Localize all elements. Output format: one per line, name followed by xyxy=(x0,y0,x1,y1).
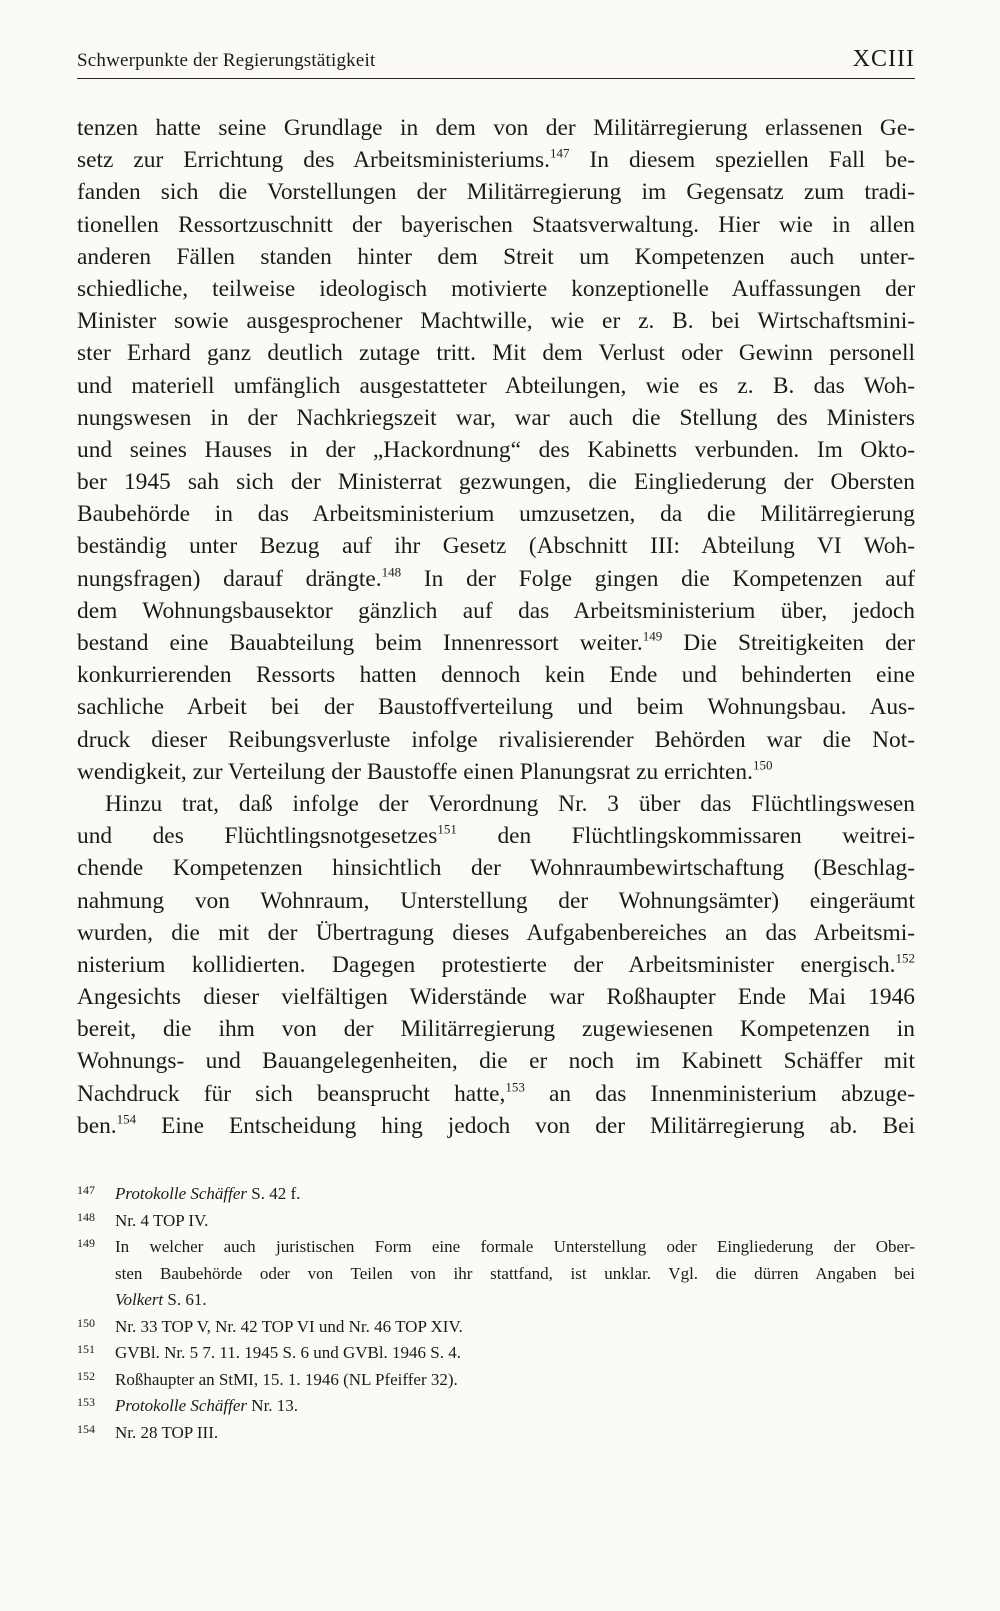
text-segment: nahmung von Wohnraum, Unterstellung der Wohnungsämter) eingeräumt xyxy=(77,887,915,914)
footnote-number: 150 xyxy=(77,1315,95,1330)
text-segment: Eine Entscheidung hing jedoch von der Militärregierung ab. Bei xyxy=(136,1112,915,1139)
text-segment: und materiell umfänglich ausgestatteter Abteilungen, wie es z. B. das Woh- xyxy=(77,372,915,399)
footnote-number: 153 xyxy=(77,1395,95,1409)
footnote-number: 148 xyxy=(77,1209,95,1224)
footnotes xyxy=(77,1181,915,1446)
text-segment: Nachdruck für sich beansprucht hatte, xyxy=(77,1080,506,1107)
footnote-line xyxy=(115,1208,915,1235)
text-line xyxy=(77,498,915,530)
footnote-ref: 154 xyxy=(116,1111,137,1127)
running-title: Schwerpunkte der Regierungstätigkeit xyxy=(77,50,376,71)
text-line xyxy=(77,434,915,466)
text-line xyxy=(77,176,915,208)
footnote xyxy=(77,1181,915,1208)
text-line xyxy=(77,466,915,498)
text-line xyxy=(77,305,915,337)
text-line xyxy=(77,337,915,369)
text-segment: Die Streitigkeiten der xyxy=(662,630,915,656)
footnote-line xyxy=(115,1261,915,1288)
footnote-text: Nr. 13. xyxy=(247,1396,299,1415)
text-segment: Angesichts dieser vielfältigen Widerstände war Roßhaupter Ende Mai 1946 xyxy=(77,984,915,1011)
text-segment: ber 1945 sah sich der Ministerrat gezwungen, die Eingliederung der Obersten xyxy=(77,469,915,496)
text-line xyxy=(77,627,915,659)
footnote-text: Nr. 28 TOP III. xyxy=(115,1422,219,1442)
footnote-number: 154 xyxy=(77,1421,95,1436)
text-line xyxy=(77,820,915,852)
footnote-line xyxy=(115,1314,915,1341)
text-segment: ster Erhard ganz deutlich zutage tritt. Mit dem Verlust oder Gewinn personell xyxy=(77,340,915,367)
text-line xyxy=(77,949,915,981)
text-segment: nisterium kollidierten. Dagegen protestierte der Arbeitsminister energisch. xyxy=(77,951,896,978)
footnote-number: 151 xyxy=(77,1342,95,1356)
footnote xyxy=(77,1234,915,1314)
text-line xyxy=(77,1013,915,1045)
text-line xyxy=(77,885,915,917)
text-segment: tenzen hatte seine Grundlage in dem von der Militärregierung erlassenen Ge- xyxy=(77,115,915,141)
footnote xyxy=(77,1314,915,1341)
text-line xyxy=(77,1110,915,1142)
main-text xyxy=(77,112,915,1142)
footnote-line xyxy=(115,1393,915,1420)
text-line xyxy=(77,1045,915,1077)
text-segment: bestand eine Bauabteilung beim Innenressort weiter. xyxy=(77,630,643,656)
text-segment: Wohnungs- und Bauangelegenheiten, die er noch im Kabinett Schäffer mit xyxy=(77,1048,915,1075)
footnote-text: GVBl. Nr. 5 7. 11. 1945 S. 6 und GVBl. 1946 S. 4. xyxy=(115,1343,462,1362)
text-line xyxy=(77,724,915,756)
text-segment: tionellen Ressortzuschnitt der bayerischen Staatsverwaltung. Hier wie in allen xyxy=(77,211,915,238)
text-segment: In der Folge gingen die Kompetenzen auf xyxy=(401,565,915,592)
text-line xyxy=(77,659,915,691)
footnote-line xyxy=(115,1420,915,1447)
footnote xyxy=(77,1393,915,1420)
text-line xyxy=(77,241,915,273)
footnote-text: Roßhaupter an StMI, 15. 1. 1946 (NL Pfeiffer 32). xyxy=(115,1369,458,1389)
text-segment: druck dieser Reibungsverluste infolge rivalisierender Behörden war die Not- xyxy=(77,726,915,753)
footnote-text: In welcher auch juristischen Form eine formale Unterstellung oder Eingliederung der Ober- xyxy=(115,1237,915,1256)
footnote-ref: 153 xyxy=(505,1078,525,1094)
footnote-text: Nr. 33 TOP V, Nr. 42 TOP VI und Nr. 46 TOP XIV. xyxy=(115,1316,463,1336)
footnote-line xyxy=(115,1181,915,1208)
text-segment: bereit, die ihm von der Militärregierung zugewiesenen Kompetenzen in xyxy=(77,1016,915,1043)
footnote-number: 147 xyxy=(77,1183,95,1197)
footnote-line xyxy=(115,1234,915,1261)
text-segment: beständig unter Bezug auf ihr Gesetz (Abschnitt III: Abteilung VI Woh- xyxy=(77,533,915,560)
footnote-line xyxy=(115,1287,915,1314)
text-line xyxy=(77,691,915,723)
footnote-number: 152 xyxy=(77,1368,95,1383)
text-segment: sachliche Arbeit bei der Baustoffverteilung und beim Wohnungsbau. Aus- xyxy=(77,694,915,721)
footnote xyxy=(77,1208,915,1235)
footnote-text: S. 42 f. xyxy=(247,1184,301,1203)
footnote-ref: 150 xyxy=(752,757,773,772)
text-segment: chende Kompetenzen hinsichtlich der Wohnraumbewirtschaftung (Beschlag- xyxy=(77,855,915,882)
footnote-line xyxy=(115,1340,915,1367)
footnote-text: Nr. 4 TOP IV. xyxy=(115,1210,209,1230)
text-segment: dem Wohnungsbausektor gänzlich auf das Arbeitsministerium über, jedoch xyxy=(77,597,915,624)
text-line xyxy=(77,981,915,1013)
text-segment: nungswesen in der Nachkriegszeit war, war auch die Stellung des Ministers xyxy=(77,404,915,431)
text-segment: den Flüchtlingskommissaren weitrei- xyxy=(456,823,915,850)
footnote xyxy=(77,1420,915,1447)
footnote-ref: 149 xyxy=(642,628,663,644)
text-segment: Baubehörde in das Arbeitsministerium umzusetzen, da die Militärregierung xyxy=(77,501,915,528)
text-segment: an das Innenministerium abzuge- xyxy=(524,1080,915,1107)
text-line xyxy=(77,852,915,884)
footnote-text: sten Baubehörde oder von Teilen von ihr stattfand, ist unklar. Vgl. die dürren Angaben bei xyxy=(115,1263,915,1283)
page-number: XCIII xyxy=(852,46,915,72)
text-line xyxy=(77,370,915,402)
text-segment: und seines Hauses in der „Hackordnung“ des Kabinetts verbunden. Im Okto- xyxy=(77,436,915,463)
text-line xyxy=(77,563,915,595)
footnote-ref: 152 xyxy=(895,950,915,966)
text-segment: schiedliche, teilweise ideologisch motivierte konzeptionelle Auffassungen der xyxy=(77,275,915,302)
text-line xyxy=(77,209,915,241)
text-segment: wurden, die mit der Übertragung dieses Aufgabenbereiches an das Arbeitsmi- xyxy=(77,919,915,946)
footnote-ref: 148 xyxy=(381,563,402,579)
footnote-ref: 147 xyxy=(550,145,570,161)
text-line xyxy=(77,917,915,949)
footnote-ref: 151 xyxy=(437,821,457,837)
footnote-line xyxy=(115,1367,915,1394)
text-segment: Minister sowie ausgesprochener Machtwille, wie er z. B. bei Wirtschaftsmini- xyxy=(77,308,915,335)
text-line xyxy=(77,530,915,562)
footnote xyxy=(77,1367,915,1394)
footnote-citation: Protokolle Schäffer xyxy=(115,1396,248,1415)
footnote-number: 149 xyxy=(77,1236,95,1250)
text-line xyxy=(77,595,915,627)
footnote-text: S. 61. xyxy=(163,1290,207,1309)
text-segment: nungsfragen) darauf drängte. xyxy=(77,565,382,592)
text-segment: Hinzu trat, daß infolge der Verordnung Nr. 3 über das Flüchtlingswesen xyxy=(105,790,915,817)
text-segment: anderen Fällen standen hinter dem Streit um Kompetenzen auch unter- xyxy=(77,243,915,270)
text-line xyxy=(77,402,915,434)
text-line xyxy=(77,144,915,176)
text-segment: fanden sich die Vorstellungen der Militärregierung im Gegensatz zum tradi- xyxy=(77,179,915,206)
text-segment: ben. xyxy=(77,1112,117,1139)
text-segment: wendigkeit, zur Verteilung der Baustoffe einen Planungsrat zu errichten. xyxy=(77,758,753,785)
footnote xyxy=(77,1340,915,1367)
running-header xyxy=(77,44,915,79)
text-segment: konkurrierenden Ressorts hatten dennoch kein Ende und behinderten eine xyxy=(77,662,915,689)
text-segment: In diesem speziellen Fall be- xyxy=(569,147,915,174)
text-line xyxy=(77,112,915,144)
text-line xyxy=(77,788,915,820)
text-line xyxy=(77,273,915,305)
text-line xyxy=(77,756,915,788)
text-line xyxy=(77,1078,915,1110)
footnote-citation: Volkert xyxy=(115,1290,164,1309)
text-segment: und des Flüchtlingsnotgesetzes xyxy=(77,823,438,850)
text-segment: setz zur Errichtung des Arbeitsministeriums. xyxy=(77,147,550,174)
footnote-citation: Protokolle Schäffer xyxy=(115,1184,248,1203)
